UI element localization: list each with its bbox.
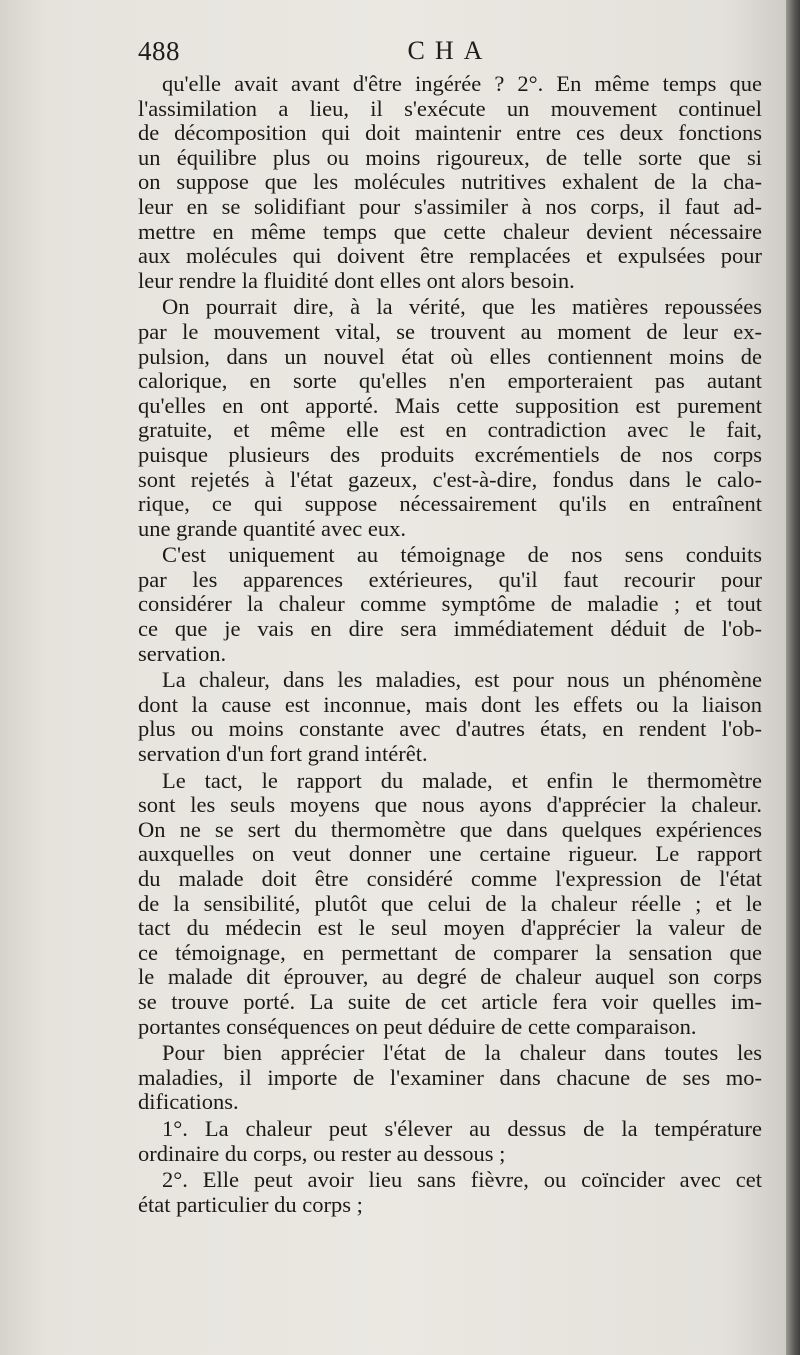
- text-line: qu'elles en ont apporté. Mais cette supposition est purement: [138, 392, 762, 418]
- text-line: auxquelles on veut donner une certaine rigueur. Le rapport: [138, 841, 762, 867]
- text-line: On ne se sert du thermomètre que dans quelques expériences: [138, 816, 762, 842]
- text-line: maladies, il importe de l'examiner dans chacune de ses mo-: [138, 1064, 762, 1090]
- text-line: sont rejetés à l'état gazeux, c'est-à-dire, fondus dans le calo-: [138, 466, 762, 492]
- text-line: dont la cause est inconnue, mais dont les effets ou la liaison: [138, 691, 762, 717]
- text-line: Pour bien apprécier l'état de la chaleur dans toutes les: [162, 1040, 762, 1066]
- text-line: considérer la chaleur comme symptôme de maladie ; et tout: [138, 591, 762, 617]
- text-line: 1°. La chaleur peut s'élever au dessus de la température: [162, 1115, 762, 1141]
- text-line: On pourrait dire, à la vérité, que les matières repoussées: [162, 294, 762, 320]
- body-text: [138, 72, 762, 1219]
- paragraph: [138, 295, 762, 541]
- text-line: ordinaire du corps, ou rester au dessous ;: [138, 1140, 506, 1166]
- text-line: difications.: [138, 1089, 239, 1115]
- text-line: sont les seuls moyens que nous ayons d'apprécier la chaleur.: [138, 792, 762, 818]
- text-line: rique, ce qui suppose nécessairement qu'ils en entraînent: [138, 491, 762, 517]
- text-line: leur rendre la fluidité dont elles ont alors besoin.: [138, 267, 575, 293]
- text-line: servation d'un fort grand intérêt.: [138, 741, 428, 767]
- text-line: de décomposition qui doit maintenir entre ces deux fonctions: [138, 120, 762, 146]
- text-line: état particulier du corps ;: [138, 1191, 363, 1217]
- text-line: le malade dit éprouver, au degré de chaleur auquel son corps: [138, 964, 762, 990]
- text-line: servation.: [138, 640, 227, 666]
- text-line: mettre en même temps que cette chaleur devient nécessaire: [138, 218, 762, 244]
- paragraph: [138, 1117, 762, 1166]
- text-line: qu'elle avait avant d'être ingérée ? 2°. En même temps que: [162, 71, 762, 96]
- text-line: Le tact, le rapport du malade, et enfin le thermomètre: [162, 767, 762, 793]
- text-line: ce témoignage, en permettant de comparer la sensation que: [138, 939, 762, 965]
- text-line: un équilibre plus ou moins rigoureux, de telle sorte que si: [138, 144, 762, 170]
- paragraph: [138, 543, 762, 666]
- text-line: se trouve porté. La suite de cet article fera voir quelles im-: [138, 988, 762, 1014]
- paragraph: [138, 1041, 762, 1115]
- paragraph: [138, 72, 762, 293]
- text-line: tact du médecin est le seul moyen d'apprécier la valeur de: [138, 915, 762, 941]
- text-line: puisque plusieurs des produits excrémentiels de nos corps: [138, 441, 762, 467]
- paragraph: [138, 769, 762, 1040]
- text-line: de la sensibilité, plutôt que celui de la chaleur réelle ; et le: [138, 890, 762, 916]
- running-head: CHA: [407, 36, 493, 65]
- text-line: plus ou moins constante avec d'autres états, en rendent l'ob-: [138, 716, 762, 742]
- text-line: calorique, en sorte qu'elles n'en emporteraient pas autant: [138, 368, 762, 394]
- text-line: leur en se solidifiant pour s'assimiler à nos corps, il faut ad-: [138, 193, 762, 219]
- text-line: pulsion, dans un nouvel état où elles contiennent moins de: [138, 343, 762, 369]
- page-number: 488: [138, 36, 180, 66]
- paragraph: [138, 668, 762, 766]
- paragraph: [138, 1168, 762, 1217]
- text-line: gratuite, et même elle est en contradiction avec le fait,: [138, 417, 762, 443]
- text-line: ce que je vais en dire sera immédiatement déduit de l'ob-: [138, 616, 762, 642]
- text-line: 2°. Elle peut avoir lieu sans fièvre, ou coïncider avec cet: [162, 1167, 762, 1193]
- text-line: par les apparences extérieures, qu'il faut recourir pour: [138, 566, 762, 592]
- text-line: par le mouvement vital, se trouvent au moment de leur ex-: [138, 318, 762, 344]
- text-line: une grande quantité avec eux.: [138, 515, 407, 541]
- page-edge: [786, 0, 800, 1355]
- text-line: aux molécules qui doivent être remplacées et expulsées pour: [138, 243, 762, 269]
- text-line: La chaleur, dans les maladies, est pour nous un phénomène: [162, 667, 762, 693]
- text-line: C'est uniquement au témoignage de nos sens conduits: [162, 542, 762, 568]
- text-line: l'assimilation a lieu, il s'exécute un mouvement continuel: [138, 95, 762, 121]
- page-header: [138, 36, 762, 70]
- text-line: du malade doit être considéré comme l'expression de l'état: [138, 866, 762, 891]
- text-line: on suppose que les molécules nutritives exhalent de la cha-: [138, 169, 762, 195]
- text-line: portantes conséquences on peut déduire de cette comparaison.: [138, 1013, 697, 1039]
